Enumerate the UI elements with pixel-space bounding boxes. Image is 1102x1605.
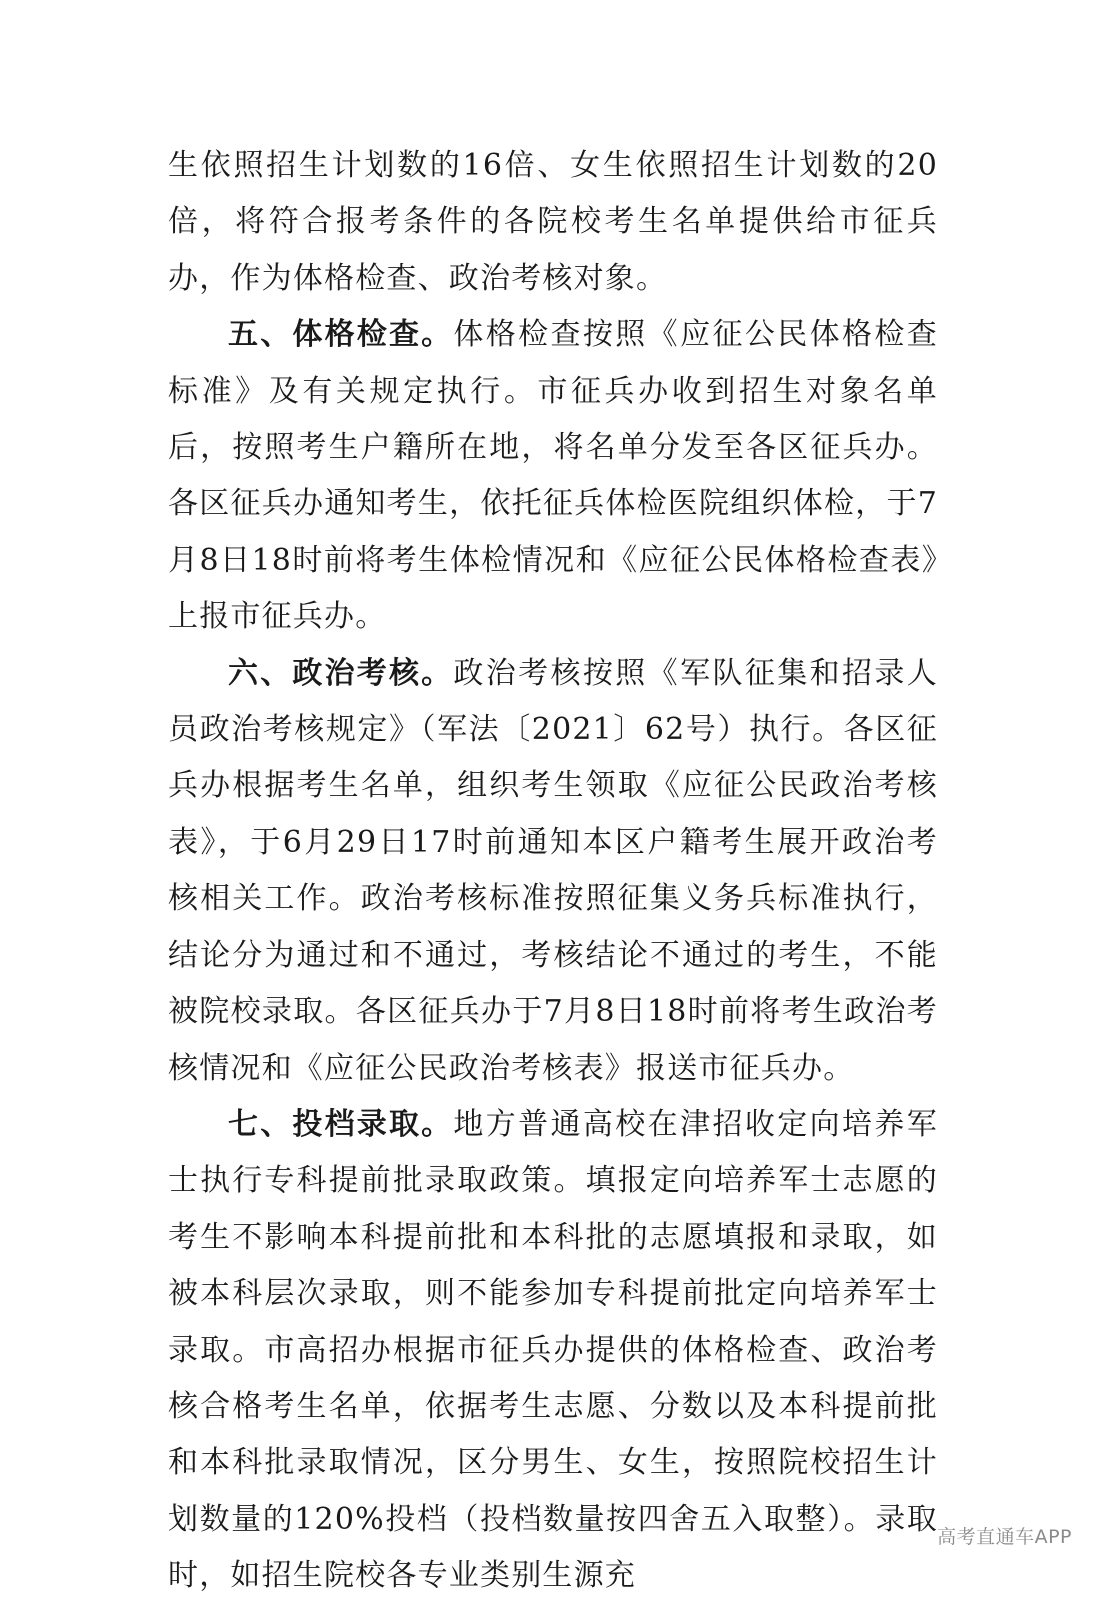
- paragraph-political-review-text: 政治考核按照《军队征集和招录人员政治考核规定》（军法〔2021〕62号）执行。各区征兵办根据考生名单，组织考生领取《应征公民政治考核表》，于6月29日17时前通知本区户籍考生展开政治考核相关工作。政治考核标准按照征集义务兵标准执行，结论分为通过和不通过，考核结论不通过的考生，不能被院校录取。各区征兵办于7月8日18时前将考生政治考核情况和《应征公民政治考核表》报送市征兵办。: [168, 655, 939, 1086]
- paragraph-physical-exam-text: 体格检查按照《应征公民体格检查标准》及有关规定执行。市征兵办收到招生对象名单后，按照考生户籍所在地，将名单分发至各区征兵办。各区征兵办通知考生，依托征兵体检医院组织体检，于7月8日18时前将考生体检情况和《应征公民体格检查表》上报市征兵办。: [168, 317, 939, 635]
- paragraph-admission-text: 地方普通高校在津招收定向培养军士执行专科提前批录取政策。填报定向培养军士志愿的考生不影响本科提前批和本科批的志愿填报和录取，如被本科层次录取，则不能参加专科提前批定向培养军士录取。市高招办根据市征兵办提供的体格检查、政治考核合格考生名单，依据考生志愿、分数以及本科提前批和本科批录取情况，区分男生、女生，按照院校招生计划数量的120%投档（投档数量按四舍五入取整）。录取时，如招生院校各专业类别生源充: [168, 1106, 939, 1594]
- section-heading-physical-exam: 五、体格检查。: [228, 317, 454, 353]
- paragraph-intro-text: 生依照招生计划数的16倍、女生依照招生计划数的20倍，将符合报考条件的各院校考生名单提供给市征兵办，作为体格检查、政治考核对象。: [168, 148, 938, 296]
- paragraph-intro: [168, 138, 938, 307]
- paragraph-political-review: [168, 646, 938, 1097]
- document-body: [168, 138, 938, 1605]
- section-heading-political-review: 六、政治考核。: [228, 655, 454, 691]
- section-heading-admission: 七、投档录取。: [228, 1106, 454, 1142]
- paragraph-admission: [168, 1097, 938, 1605]
- watermark: 高考直通车APP: [937, 1526, 1072, 1548]
- paragraph-physical-exam: [168, 307, 938, 645]
